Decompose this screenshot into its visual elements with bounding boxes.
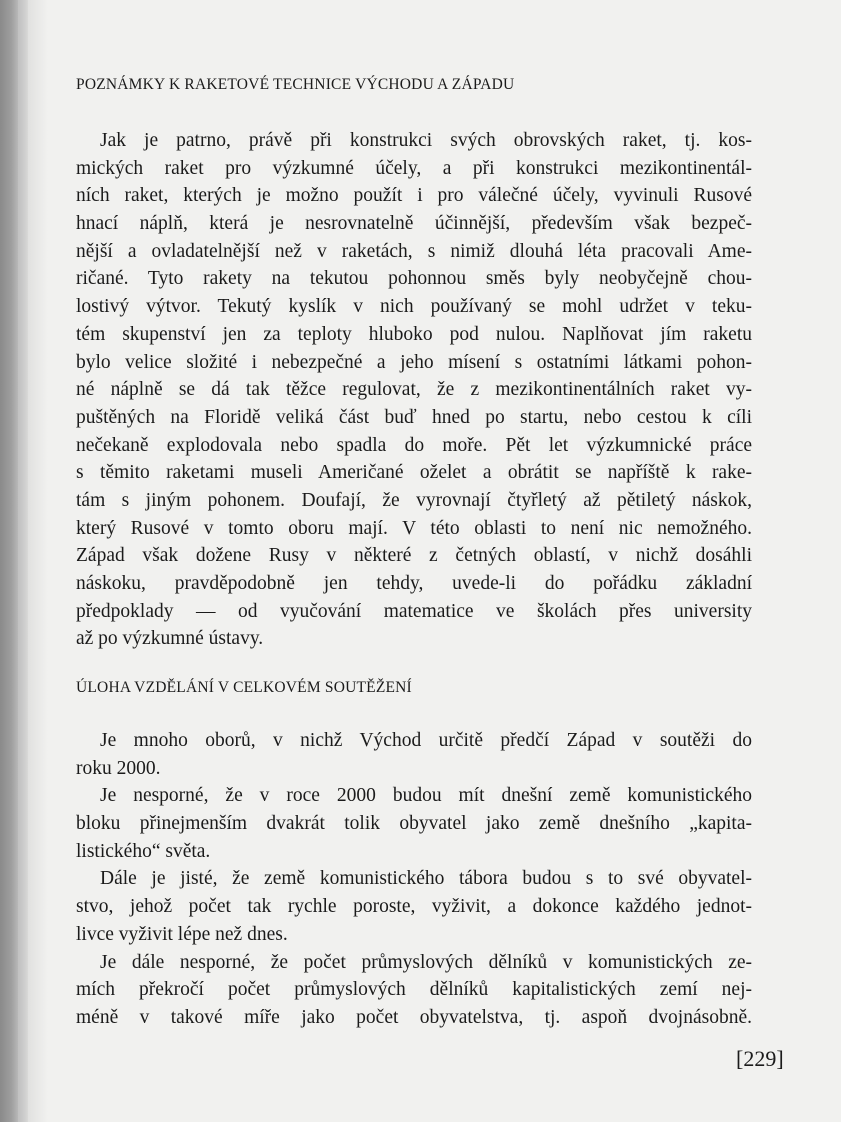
text-line: mích překročí počet průmyslových dělníků kapitalistických zemí nej- — [76, 979, 752, 1001]
text-line: Jak je patrno, právě při konstrukci svých obrovských raket, tj. kos- — [100, 130, 752, 151]
text-line: Je mnoho oborů, v nichž Východ určitě předčí Západ v soutěži do — [100, 730, 752, 751]
text-line: né náplně se dá tak těžce regulovat, že z mezikontinentálních raket vy- — [76, 379, 752, 401]
text-line: ních raket, kterých je možno použít i pro válečné účely, vyvinuli Rusové — [76, 185, 752, 207]
page-number: [229] — [736, 1046, 784, 1071]
text-line: Dále je jisté, že země komunistického tábora budou s to své obyvatel- — [100, 868, 752, 890]
book-gutter-fade — [18, 0, 48, 1122]
text-line: stvo, jehož počet tak rychle poroste, vyživit, a dokonce každého jednot- — [76, 896, 752, 918]
text-line: Je nesporné, že v roce 2000 budou mít dnešní země komunistického — [100, 785, 752, 807]
text-line: livce vyživit lépe než dnes. — [76, 923, 288, 945]
text-line: bloku přinejmenším dvakrát tolik obyvatel jako země dnešního „kapita- — [76, 813, 752, 835]
text-line: mických raket pro výzkumné účely, a při konstrukci mezikontinentál- — [76, 157, 752, 179]
section-body-education-role — [76, 727, 752, 1032]
text-line: Je dále nesporné, že počet průmyslových dělníků v komunistických ze- — [100, 951, 752, 973]
text-line: který Rusové v tomto oboru mají. V této oblasti to není nic nemožného. — [76, 517, 752, 539]
text-line: až po výzkumné ústavy. — [76, 628, 264, 650]
section-heading-education-role: ÚLOHA VZDĚLÁNÍ V CELKOVÉM SOUTĚŽENÍ — [76, 679, 412, 696]
text-line: méně v takové míře jako počet obyvatelstva, tj. aspoň dvojnásobně. — [76, 1006, 752, 1028]
text-line: roku 2000. — [76, 757, 161, 779]
text-line: nější a ovladatelnější než v raketách, s nimiž dlouhá léta pracovali Ame- — [76, 240, 752, 262]
text-line: listického“ světa. — [76, 840, 211, 862]
section-heading-rocket-technology: POZNÁMKY K RAKETOVÉ TECHNICE VÝCHODU A ZÁPADU — [76, 76, 515, 93]
text-line: nečekaně explodovala nebo spadla do moře. Pět let výzkumnické práce — [76, 434, 752, 456]
text-line: s těmito raketami museli Američané oželet a obrátit se napříště k rake- — [76, 462, 752, 484]
text-line: tém skupenství jen za teploty hluboko pod nulou. Naplňovat jím raketu — [76, 323, 752, 345]
text-line: hnací náplň, která je nesrovnatelně účinnější, především však bezpeč- — [76, 213, 752, 235]
text-line: ričané. Tyto rakety na tekutou pohonnou směs byly neobyčejně chou- — [76, 268, 752, 290]
text-line: náskoku, pravděpodobně jen tehdy, uvede-li do pořádku základní — [76, 573, 752, 594]
text-line: předpoklady — od vyučování matematice ve školách přes university — [76, 600, 752, 622]
section-body-rocket-technology — [76, 127, 752, 653]
text-line: Západ však dožene Rusy v některé z četných oblastí, v nichž dosáhli — [76, 545, 752, 567]
text-line: tám s jiným pohonem. Doufají, že vyrovnají čtyřletý až pětiletý náskok, — [76, 489, 752, 511]
text-line: puštěných na Floridě veliká část buď hned po startu, nebo cestou k cíli — [76, 406, 752, 428]
text-line: lostivý výtvor. Tekutý kyslík v nich používaný se mohl udržet v teku- — [76, 296, 752, 318]
text-line: bylo velice složité i nebezpečné a jeho mísení s ostatními látkami pohon- — [76, 351, 752, 373]
